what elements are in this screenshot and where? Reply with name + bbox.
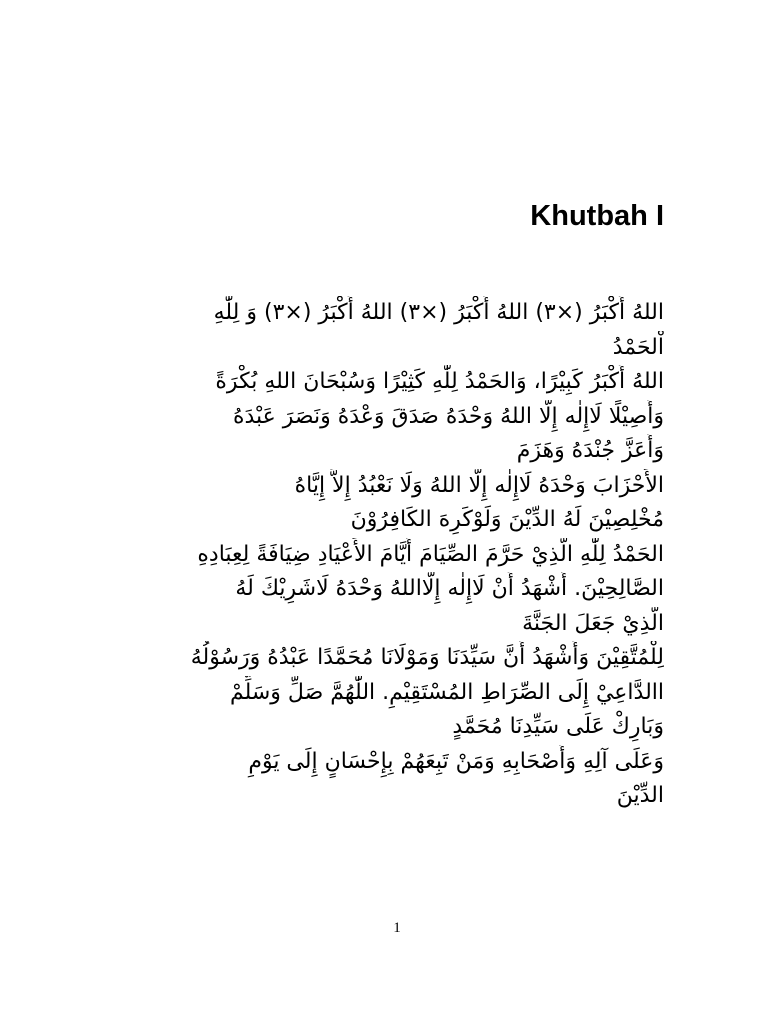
- arabic-line-10: الَّذِيْ جَعَلَ الجَنَّةَ: [522, 610, 664, 636]
- arabic-line-7: مُخْلِصِيْنَ لَهُ الدِّيْنَ وَلَوْكَرِهَ الكَافِرُوْنَ: [350, 507, 664, 532]
- arabic-line-13: وَبَارِكْ عَلَى سَيِّدِنَا مُحَمَّدٍ: [452, 714, 664, 739]
- arabic-line-12: االدَّاعِيْ إِلَى الصِّرَاطِ المُسْتَقِيْمِ. اللّٰهُمَّ صَلِّ وَسَلِّمْ: [229, 679, 664, 705]
- page-number: 1: [393, 920, 401, 936]
- arabic-line-9: الصَّالِحِيْنَ. أَشْهَدُ أَنْ لَاإِلٰه إِلَّااللهُ وَحْدَهُ لَاشَرِيْكَ لَهُ: [235, 576, 664, 601]
- arabic-line-5: وَأَعَزَّ جُنْدَهُ وَهَزَمَ: [516, 438, 664, 463]
- arabic-line-1: اللهُ أَكْبَرُ (×٣) اللهُ أَكْبَرُ (×٣) اللهُ أَكْبَرُ (×٣) وَ لِلّٰهِ: [213, 300, 664, 325]
- arabic-line-4: وَأَصِيْلًا لَاإِلٰه إِلَّا اللهُ وَحْدَهُ صَدَقَ وَعْدَهُ وَنَصَرَ عَبْدَهُ: [232, 403, 664, 429]
- arabic-line-14: وَعَلَى آلِهِ وَأَصْحَابِهِ وَمَنْ تَبِعَهُمْ بِإِحْسَانٍ إِلَى يَوْمِ: [248, 748, 664, 774]
- arabic-line-8: الحَمْدُ لِلّٰهِ الَّذِيْ حَرَّمَ الصِّيَامَ أَيَّامَ الأَعْيَادِ ضِيَافَةً لِعِبَادِهِ: [197, 541, 664, 567]
- page-title: Khutbah I: [530, 200, 664, 232]
- arabic-line-3: اللهُ أَكْبَرُ كَبِيْرًا، وَالحَمْدُ لِلّٰهِ كَثِيْرًا وَسُبْحَانَ اللهِ بُكْرَةً: [215, 369, 664, 394]
- arabic-line-2: اْلحَمْدُ: [612, 334, 664, 360]
- arabic-line-11: لِلْمُتَّقِيْنَ وَأَشْهَدُ أَنَّ سَيِّدَنَا وَمَوْلَانَا مُحَمَّدًا عَبْدُهُ وَرَسُوْلُهُ: [190, 645, 664, 670]
- arabic-line-6: الأَحْزَابَ وَحْدَهُ لَاإِلٰه إِلَّا اللهُ وَلَا نَعْبُدُ إِلاَّ إِيَّاهُ: [294, 472, 664, 498]
- arabic-text-block: [104, 296, 664, 814]
- arabic-line-15: الدِّيْنَ: [616, 783, 664, 808]
